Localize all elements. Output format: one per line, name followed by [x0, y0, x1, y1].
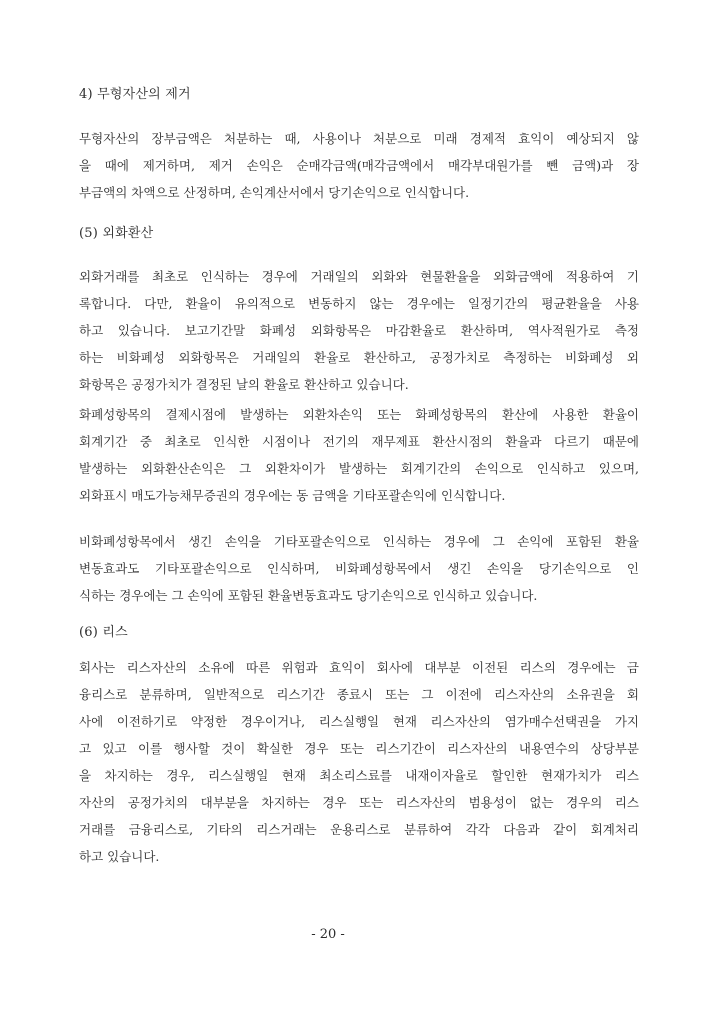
text-line: 외화표시 매도가능채무증권의 경우에는 동 금액을 기타포괄손익에 인식합니다. — [79, 488, 506, 503]
text-line: 을 때에 제거하며, 제거 손익은 순매각금액(매각금액에서 매각부대원가를 뺀 금액)과 장 — [79, 158, 639, 173]
text-line: 외화거래를 최초로 인식하는 경우에 거래일의 외화와 현물환율을 외화금액에 적용하여 기 — [79, 269, 639, 284]
text-line: 회사는 리스자산의 소유에 따른 위험과 효익이 회사에 대부분 이전된 리스의 경우에는 금 — [79, 660, 639, 675]
text-line: 발생하는 외화환산손익은 그 외환차이가 발생하는 회계기간의 손익으로 인식하고 있으며, — [79, 461, 639, 476]
paragraph-foreign-currency-recognition — [79, 263, 639, 398]
text-line: 무형자산의 장부금액은 처분하는 때, 사용이나 처분으로 미래 경제적 효익이 예상되지 않 — [79, 131, 639, 146]
text-line: 자산의 공정가치의 대부분을 차지하는 경우 또는 리스자산의 범용성이 없는 경우의 리스 — [79, 795, 639, 810]
text-line: 록합니다. 다만, 환율이 유의적으로 변동하지 않는 경우에는 일정기간의 평균환율을 사용 — [79, 296, 639, 311]
text-line: 비화폐성항목에서 생긴 손익을 기타포괄손익으로 인식하는 경우에 그 손익에 포함된 환율 — [79, 534, 639, 549]
section-heading-foreign-currency: (5) 외화환산 — [79, 226, 154, 241]
text-line: 화항목은 공정가치가 결정된 날의 환율로 환산하고 있습니다. — [79, 377, 409, 392]
paragraph-intangible-derecognition — [79, 125, 639, 206]
text-line: 하고 있습니다. 보고기간말 화폐성 외화항목은 마감환율로 환산하며, 역사적원가로 측정 — [79, 323, 639, 338]
text-line: 사에 이전하기로 약정한 경우이거나, 리스실행일 현재 리스자산의 염가매수선택권을 가지 — [79, 714, 639, 729]
text-line: 하는 비화폐성 외화항목은 거래일의 환율로 환산하고, 공정가치로 측정하는 비화폐성 외 — [79, 350, 639, 365]
text-line: 회계기간 중 최초로 인식한 시점이나 전기의 재무제표 환산시점의 환율과 다르기 때문에 — [79, 434, 639, 449]
text-line: 거래를 금융리스로, 기타의 리스거래는 운용리스로 분류하여 각각 다음과 같이 회계처리 — [79, 822, 639, 837]
section-heading-leases: (6) 리스 — [79, 625, 128, 640]
text-line: 화폐성항목의 결제시점에 발생하는 외환차손익 또는 화폐성항목의 환산에 사용한 환율이 — [79, 407, 639, 422]
text-line: 을 차지하는 경우, 리스실행일 현재 최소리스료를 내재이자율로 할인한 현재가치가 리스 — [79, 768, 639, 783]
page-number: - 20 - — [311, 927, 345, 942]
paragraph-monetary-items — [79, 401, 639, 509]
text-line: 고 있고 이를 행사할 것이 확실한 경우 또는 리스기간이 리스자산의 내용연수의 상당부분 — [79, 741, 639, 756]
section-heading-intangible-derecognition: 4) 무형자산의 제거 — [79, 87, 191, 102]
paragraph-leases — [79, 654, 639, 870]
text-line: 하고 있습니다. — [79, 849, 160, 864]
text-line: 변동효과도 기타포괄손익으로 인식하며, 비화폐성항목에서 생긴 손익을 당기손익으로 인 — [79, 561, 639, 576]
text-line: 부금액의 차액으로 산정하며, 손익계산서에서 당기손익으로 인식합니다. — [79, 185, 470, 200]
text-line: 융리스로 분류하며, 일반적으로 리스기간 종료시 또는 그 이전에 리스자산의 소유권을 회 — [79, 687, 639, 702]
text-line: 식하는 경우에는 그 손익에 포함된 환율변동효과도 당기손익으로 인식하고 있습니다. — [79, 588, 538, 603]
paragraph-non-monetary-items — [79, 528, 639, 609]
